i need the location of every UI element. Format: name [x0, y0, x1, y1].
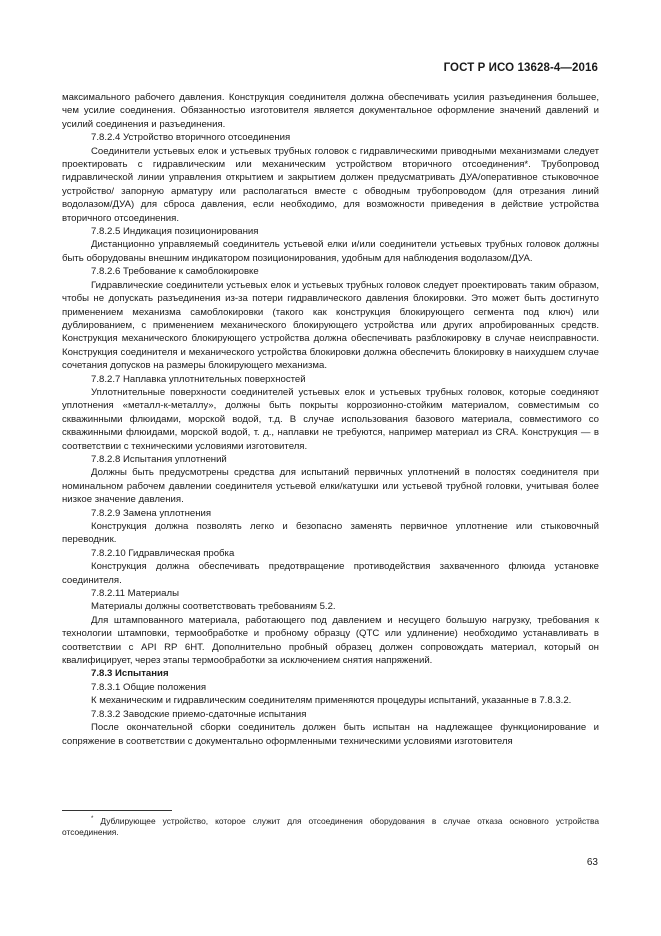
body-paragraph: Для штампованного материала, работающего под давлением и несущего большую нагрузку, требования к технологии штамповки, термообработке и пробному образцу (QTC или удлинение) необходимо устанавливать в соответствии с API RP 6HT. Дополнительно пробный образец должен сопровождать материал, который он квалифицирует, через этапы термообработки за исключением снятия напряжений. — [62, 614, 599, 667]
body-paragraph: Дистанционно управляемый соединитель устьевой елки и/или соединители устьевых трубных головок должны быть оборудованы внешним индикатором позиционирования, удобным для наблюдения водолазом/ДУА. — [62, 239, 599, 264]
body-paragraph: максимального рабочего давления. Конструкция соединителя должна обеспечивать усилия разъединения большее, чем усилие соединения. Обязанностью изготовителя является документальное оформление значений давлений и усилий соединения и разъединения. — [62, 92, 599, 130]
body-paragraph: Уплотнительные поверхности соединителей устьевых елок и устьевых трубных головок, которые соединяют уплотнения «металл-к-металлу», должны быть покрыты коррозионно-стойким материалом, совместимым со скважинными флюидами, морской водой, т.д. В случае использования базового материала, совместимого со скважинными флюидами, морской водой, т. д., наплавки не требуются, например материал из CRA. Конструкция — в соответствии с техническими условиями изготовителя. — [62, 386, 599, 452]
body-paragraph: Материалы должны соответствовать требованиям 5.2. — [91, 601, 336, 613]
body-paragraph: Соединители устьевых елок и устьевых трубных головок с гидравлическими приводными механизмами следует проектировать с гидравлическим или механическим устройством вторичного отсоединения*. Трубопровод гидравлической линии управления открытием и закрытием должен предусматривать ДУА/оперативное стыковочное устройство/ запорную арматуру или располагаться вместе с обводным трубопроводом (для отрезания линий водолазом/ДУА) для сброса давления, если необходимо, для возможности приведения в действие устройства вторичного отсоединения. — [62, 145, 599, 224]
section-heading: 7.8.2.7 Наплавка уплотнительных поверхностей — [91, 373, 306, 385]
document-standard-header: ГОСТ Р ИСО 13628-4—2016 — [443, 62, 598, 74]
section-heading: 7.8.2.4 Устройство вторичного отсоединения — [91, 132, 291, 144]
footnote-text: Дублирующее устройство, которое служит для отсоединения оборудования в случае отказа основного устройства отсоединения. — [62, 815, 599, 838]
section-heading: 7.8.2.11 Материалы — [91, 588, 179, 600]
body-paragraph: После окончательной сборки соединитель должен быть испытан на надлежащее функционирование и сопряжение в соответствии с документально оформленными техническими условиями изготовителя — [62, 722, 599, 747]
section-heading: 7.8.3 Испытания — [91, 668, 169, 680]
footnote — [62, 814, 599, 839]
body-paragraph: Гидравлические соединители устьевых елок и устьевых трубных головок следует проектировать таким образом, чтобы не допускать разъединения из-за потери гидравлического давления блокировки. Это может быть достигнуто применением механизма самоблокировки (такого как конструкция блокирующего сегмента под ключ) или дублированием, с применением механического блокирующего устройства или других апробированных средств. Конструкция механического блокирующего устройства должна обеспечивать разблокировку в случае неисправности. Конструкция соединителя и механического устройства блокировки должна обеспечить блокировку в наихудшем случае сочетания допусков на размеры блокирующего механизма. — [62, 279, 599, 372]
body-paragraph: Конструкция должна обеспечивать предотвращение противодействия захваченного флюида установке соединителя. — [62, 561, 599, 586]
section-heading: 7.8.3.1 Общие положения — [91, 681, 207, 693]
section-heading: 7.8.2.6 Требование к самоблокировке — [91, 266, 259, 278]
section-heading: 7.8.3.2 Заводские приемо-сдаточные испытания — [91, 708, 307, 720]
body-paragraph: Должны быть предусмотрены средства для испытаний первичных уплотнений в полостях соединителя при номинальном рабочем давлении соединителя устьевой елки/катушки или устьевой трубной головки, учитывая более низкое значение давления. — [62, 467, 599, 506]
document-body — [62, 91, 599, 748]
body-paragraph: Конструкция должна позволять легко и безопасно заменять первичное уплотнение или стыковочный переводник. — [62, 521, 599, 546]
section-heading: 7.8.2.5 Индикация позиционирования — [91, 226, 259, 238]
section-heading: 7.8.2.9 Замена уплотнения — [91, 507, 212, 519]
page-number: 63 — [586, 857, 598, 868]
section-heading: 7.8.2.10 Гидравлическая пробка — [91, 547, 235, 559]
footnote-marker: * — [91, 816, 94, 822]
section-heading: 7.8.2.8 Испытания уплотнений — [91, 453, 227, 465]
footnote-divider — [62, 810, 172, 811]
body-paragraph: К механическим и гидравлическим соединителям применяются процедуры испытаний, указанные в 7.8.3.2. — [91, 695, 572, 707]
